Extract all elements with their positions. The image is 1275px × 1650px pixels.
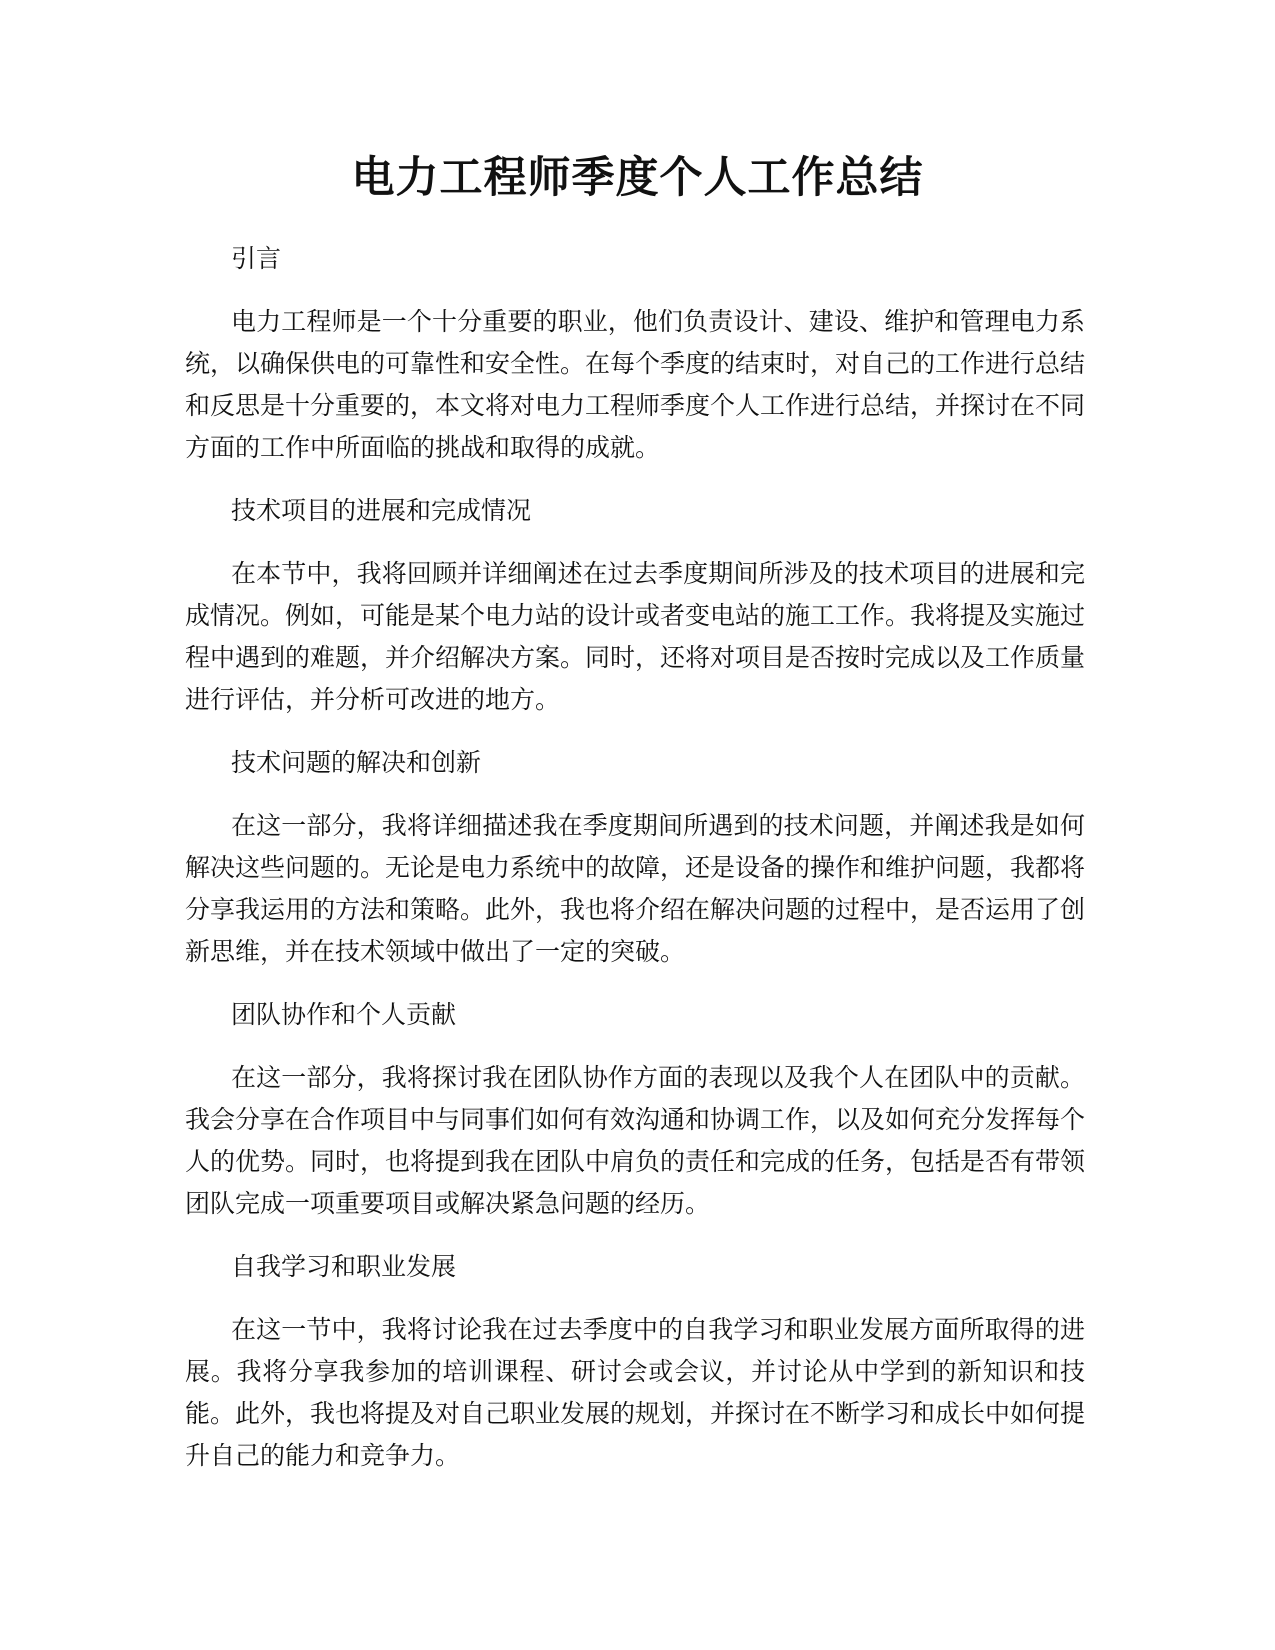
section-heading-self-learning: 自我学习和职业发展 <box>231 1252 457 1281</box>
section-heading-introduction: 引言 <box>231 244 282 273</box>
section-heading-technical-projects: 技术项目的进展和完成情况 <box>231 496 532 525</box>
section-heading-teamwork: 团队协作和个人贡献 <box>231 1000 457 1029</box>
document-title: 电力工程师季度个人工作总结 <box>351 153 924 203</box>
section-paragraph-teamwork: 在这一部分，我将探讨我在团队协作方面的表现以及我个人在团队中的贡献。我会分享在合作项目中与同事们如何有效沟通和协调工作，以及如何充分发挥每个人的优势。同时，也将提到我在团队中肩负的责任和完成的任务，包括是否有带领团队完成一项重要项目或解决紧急问题的经历。 <box>185 1063 1086 1218</box>
section-paragraph-introduction: 电力工程师是一个十分重要的职业，他们负责设计、建设、维护和管理电力系统，以确保供电的可靠性和安全性。在每个季度的结束时，对自己的工作进行总结和反思是十分重要的，本文将对电力工程师季度个人工作进行总结，并探讨在不同方面的工作中所面临的挑战和取得的成就。 <box>185 307 1086 462</box>
section-heading-problem-solving: 技术问题的解决和创新 <box>231 748 482 777</box>
section-paragraph-problem-solving: 在这一部分，我将详细描述我在季度期间所遇到的技术问题，并阐述我是如何解决这些问题的。无论是电力系统中的故障，还是设备的操作和维护问题，我都将分享我运用的方法和策略。此外，我也将介绍在解决问题的过程中，是否运用了创新思维，并在技术领域中做出了一定的突破。 <box>185 811 1086 966</box>
section-paragraph-technical-projects: 在本节中，我将回顾并详细阐述在过去季度期间所涉及的技术项目的进展和完成情况。例如，可能是某个电力站的设计或者变电站的施工工作。我将提及实施过程中遇到的难题，并介绍解决方案。同时，还将对项目是否按时完成以及工作质量进行评估，并分析可改进的地方。 <box>185 559 1086 714</box>
document-body <box>185 238 1085 1498</box>
section-paragraph-self-learning: 在这一节中，我将讨论我在过去季度中的自我学习和职业发展方面所取得的进展。我将分享我参加的培训课程、研讨会或会议，并讨论从中学到的新知识和技能。此外，我也将提及对自己职业发展的规划，并探讨在不断学习和成长中如何提升自己的能力和竞争力。 <box>185 1315 1086 1470</box>
